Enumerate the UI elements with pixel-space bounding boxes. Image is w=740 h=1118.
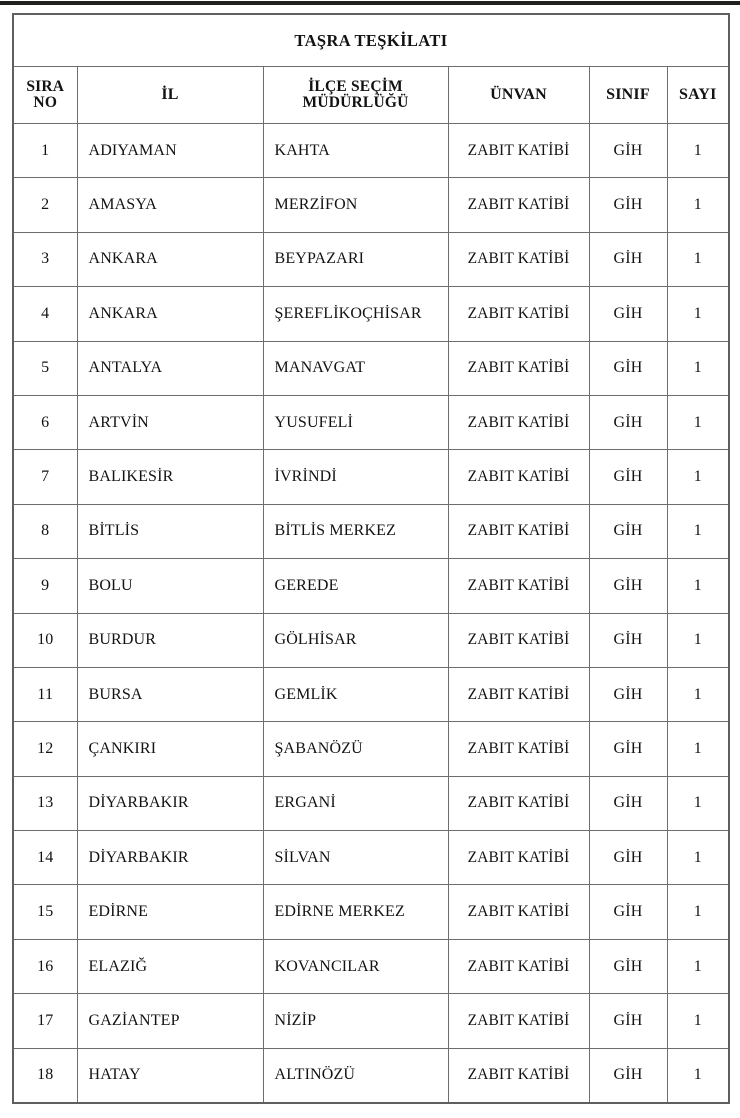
table-row	[13, 124, 729, 178]
cell-ilce-secim-mudurlugu: GEMLİK	[263, 667, 448, 721]
table-row	[13, 232, 729, 286]
cell-sinif: GİH	[589, 287, 667, 341]
cell-sira-no: 11	[13, 667, 77, 721]
cell-il: ANKARA	[77, 287, 263, 341]
cell-sinif: GİH	[589, 831, 667, 885]
column-header-row	[13, 67, 729, 124]
cell-sira-no: 2	[13, 178, 77, 232]
taşra-teskilati-table	[12, 13, 730, 1104]
cell-sira-no: 13	[13, 776, 77, 830]
cell-sinif: GİH	[589, 341, 667, 395]
cell-unvan: ZABIT KATİBİ	[448, 395, 589, 449]
cell-sinif: GİH	[589, 776, 667, 830]
cell-sayi: 1	[667, 232, 729, 286]
page-title: TAŞRA TEŞKİLATI	[294, 30, 448, 50]
title-row	[13, 14, 729, 67]
cell-il: ARTVİN	[77, 395, 263, 449]
cell-ilce-secim-mudurlugu: SİLVAN	[263, 831, 448, 885]
table-row	[13, 939, 729, 993]
cell-il: ELAZIĞ	[77, 939, 263, 993]
cell-sira-no: 18	[13, 1048, 77, 1102]
table-header	[13, 14, 729, 124]
cell-sayi: 1	[667, 341, 729, 395]
cell-sayi: 1	[667, 559, 729, 613]
cell-il: EDİRNE	[77, 885, 263, 939]
cell-ilce-secim-mudurlugu: GÖLHİSAR	[263, 613, 448, 667]
cell-sira-no: 5	[13, 341, 77, 395]
column-header-ilce-line2: MÜDÜRLÜĞÜ	[302, 94, 409, 111]
cell-ilce-secim-mudurlugu: GEREDE	[263, 559, 448, 613]
cell-sinif: GİH	[589, 994, 667, 1048]
cell-unvan: ZABIT KATİBİ	[448, 722, 589, 776]
cell-sira-no: 9	[13, 559, 77, 613]
cell-sira-no: 10	[13, 613, 77, 667]
table-row	[13, 504, 729, 558]
table-row	[13, 1048, 729, 1102]
column-header-sinif-line1: SINIF	[606, 85, 650, 103]
cell-sayi: 1	[667, 667, 729, 721]
cell-sayi: 1	[667, 178, 729, 232]
table-row	[13, 667, 729, 721]
column-header-ilce-line1: İLÇE SEÇİM	[308, 77, 403, 95]
cell-ilce-secim-mudurlugu: KOVANCILAR	[263, 939, 448, 993]
cell-sira-no: 6	[13, 395, 77, 449]
column-header-unvan	[448, 67, 589, 124]
cell-sira-no: 17	[13, 994, 77, 1048]
table-row	[13, 395, 729, 449]
cell-ilce-secim-mudurlugu: ALTINÖZÜ	[263, 1048, 448, 1102]
cell-sayi: 1	[667, 613, 729, 667]
cell-sinif: GİH	[589, 1048, 667, 1102]
table-row	[13, 776, 729, 830]
cell-sinif: GİH	[589, 885, 667, 939]
cell-sinif: GİH	[589, 559, 667, 613]
cell-il: BİTLİS	[77, 504, 263, 558]
cell-il: BURSA	[77, 667, 263, 721]
cell-unvan: ZABIT KATİBİ	[448, 559, 589, 613]
table-row	[13, 613, 729, 667]
cell-sayi: 1	[667, 287, 729, 341]
cell-unvan: ZABIT KATİBİ	[448, 831, 589, 885]
cell-sayi: 1	[667, 939, 729, 993]
cell-sira-no: 15	[13, 885, 77, 939]
cell-ilce-secim-mudurlugu: ŞABANÖZÜ	[263, 722, 448, 776]
cell-unvan: ZABIT KATİBİ	[448, 287, 589, 341]
document-sheet	[12, 13, 728, 1104]
column-header-sira-no	[13, 67, 77, 124]
cell-sayi: 1	[667, 1048, 729, 1102]
cell-il: BALIKESİR	[77, 450, 263, 504]
cell-sira-no: 1	[13, 124, 77, 178]
cell-unvan: ZABIT KATİBİ	[448, 994, 589, 1048]
cell-sinif: GİH	[589, 178, 667, 232]
cell-sayi: 1	[667, 722, 729, 776]
cell-ilce-secim-mudurlugu: BEYPAZARI	[263, 232, 448, 286]
cell-sayi: 1	[667, 885, 729, 939]
cell-sira-no: 14	[13, 831, 77, 885]
cell-sinif: GİH	[589, 613, 667, 667]
cell-unvan: ZABIT KATİBİ	[448, 504, 589, 558]
cell-sinif: GİH	[589, 124, 667, 178]
cell-unvan: ZABIT KATİBİ	[448, 178, 589, 232]
cell-sira-no: 7	[13, 450, 77, 504]
cell-unvan: ZABIT KATİBİ	[448, 776, 589, 830]
cell-ilce-secim-mudurlugu: NİZİP	[263, 994, 448, 1048]
table-row	[13, 559, 729, 613]
table-row	[13, 287, 729, 341]
column-header-il-line1: İL	[161, 85, 179, 103]
cell-ilce-secim-mudurlugu: MANAVGAT	[263, 341, 448, 395]
cell-sayi: 1	[667, 994, 729, 1048]
cell-il: DİYARBAKIR	[77, 776, 263, 830]
cell-ilce-secim-mudurlugu: MERZİFON	[263, 178, 448, 232]
table-row	[13, 885, 729, 939]
cell-sinif: GİH	[589, 939, 667, 993]
cell-unvan: ZABIT KATİBİ	[448, 885, 589, 939]
document-title-cell	[13, 14, 729, 67]
column-header-ilce-secim-mudurlugu	[263, 67, 448, 124]
cell-ilce-secim-mudurlugu: ŞEREFLİKOÇHİSAR	[263, 287, 448, 341]
table-row	[13, 450, 729, 504]
cell-sira-no: 8	[13, 504, 77, 558]
cell-sayi: 1	[667, 124, 729, 178]
column-header-sira-no-line1: SIRA	[26, 77, 65, 95]
cell-sira-no: 12	[13, 722, 77, 776]
cell-sayi: 1	[667, 831, 729, 885]
cell-unvan: ZABIT KATİBİ	[448, 232, 589, 286]
cell-il: ANKARA	[77, 232, 263, 286]
table-row	[13, 722, 729, 776]
cell-ilce-secim-mudurlugu: KAHTA	[263, 124, 448, 178]
cell-il: ADIYAMAN	[77, 124, 263, 178]
page-edge-band	[0, 1, 740, 5]
column-header-il	[77, 67, 263, 124]
cell-sinif: GİH	[589, 504, 667, 558]
cell-il: BURDUR	[77, 613, 263, 667]
cell-il: ANTALYA	[77, 341, 263, 395]
cell-unvan: ZABIT KATİBİ	[448, 939, 589, 993]
cell-ilce-secim-mudurlugu: ERGANİ	[263, 776, 448, 830]
cell-sinif: GİH	[589, 232, 667, 286]
cell-ilce-secim-mudurlugu: YUSUFELİ	[263, 395, 448, 449]
cell-sira-no: 16	[13, 939, 77, 993]
cell-sira-no: 4	[13, 287, 77, 341]
cell-il: DİYARBAKIR	[77, 831, 263, 885]
cell-sinif: GİH	[589, 395, 667, 449]
cell-ilce-secim-mudurlugu: İVRİNDİ	[263, 450, 448, 504]
cell-sinif: GİH	[589, 450, 667, 504]
cell-unvan: ZABIT KATİBİ	[448, 613, 589, 667]
cell-sayi: 1	[667, 450, 729, 504]
table-row	[13, 994, 729, 1048]
cell-il: GAZİANTEP	[77, 994, 263, 1048]
cell-sira-no: 3	[13, 232, 77, 286]
column-header-sayi	[667, 67, 729, 124]
cell-ilce-secim-mudurlugu: BİTLİS MERKEZ	[263, 504, 448, 558]
cell-unvan: ZABIT KATİBİ	[448, 341, 589, 395]
cell-il: AMASYA	[77, 178, 263, 232]
column-header-sayi-line1: SAYI	[678, 85, 717, 103]
cell-ilce-secim-mudurlugu: EDİRNE MERKEZ	[263, 885, 448, 939]
column-header-sira-no-line2: NO	[33, 94, 58, 111]
cell-il: BOLU	[77, 559, 263, 613]
table-row	[13, 341, 729, 395]
column-header-sinif	[589, 67, 667, 124]
cell-sayi: 1	[667, 504, 729, 558]
table-row	[13, 178, 729, 232]
table-row	[13, 831, 729, 885]
cell-sayi: 1	[667, 776, 729, 830]
table-body	[13, 124, 729, 1103]
cell-unvan: ZABIT KATİBİ	[448, 1048, 589, 1102]
cell-sayi: 1	[667, 395, 729, 449]
cell-sinif: GİH	[589, 722, 667, 776]
cell-unvan: ZABIT KATİBİ	[448, 124, 589, 178]
column-header-unvan-line1: ÜNVAN	[490, 85, 547, 103]
cell-il: HATAY	[77, 1048, 263, 1102]
cell-il: ÇANKIRI	[77, 722, 263, 776]
cell-unvan: ZABIT KATİBİ	[448, 667, 589, 721]
cell-unvan: ZABIT KATİBİ	[448, 450, 589, 504]
cell-sinif: GİH	[589, 667, 667, 721]
